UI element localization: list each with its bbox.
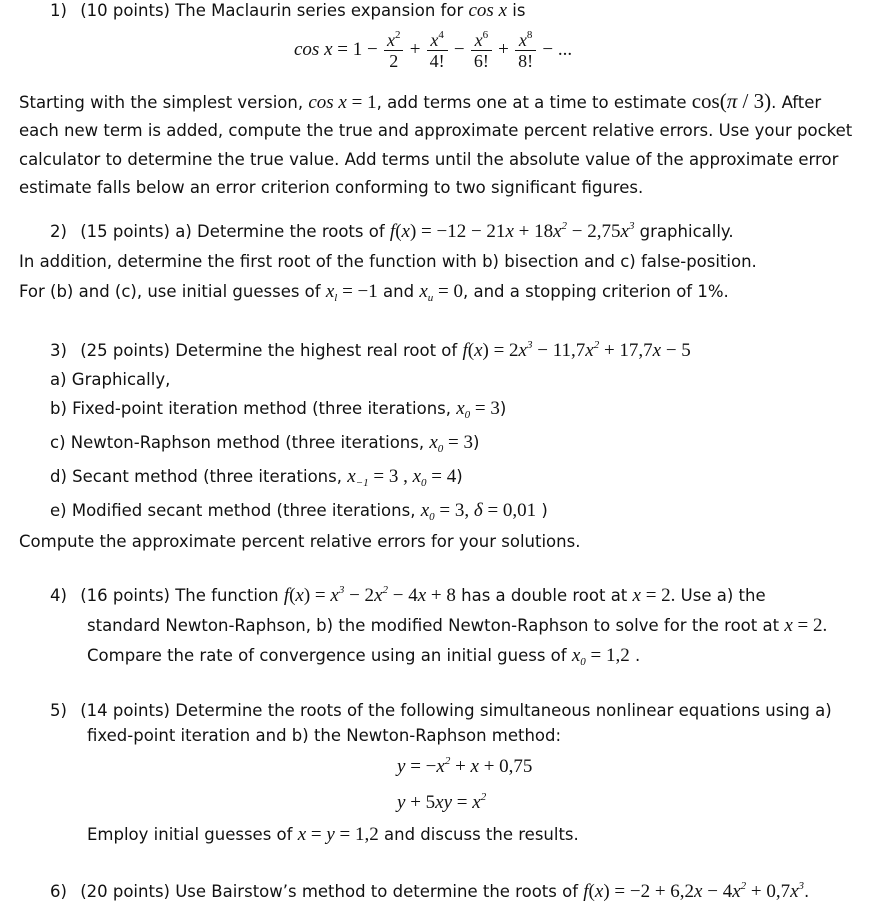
p3-item-c-text: c) Newton-Raphson method (three iterations,: [50, 433, 430, 452]
p3-function-math: $f(x) = 2x^3 - 11,7x^2 + 17,7x - 5$: [462, 339, 691, 361]
p4-text-d: standard Newton-Raphson, b) the modified Newton-Raphson to solve for the root at: [87, 616, 785, 635]
p4-text-e: Compare the rate of convergence using an initial guess of: [87, 646, 572, 665]
problem-2-line-1: [50, 221, 734, 243]
p3-item-e-math: $x_0 = 3$, δ = 0,01: [420, 500, 537, 523]
p3-item-b: [50, 398, 506, 420]
p4-function-math: $f(x) = x^3 - 2x^2 - 4x + 8$: [283, 584, 456, 606]
cos-x-math: cos x: [468, 0, 508, 21]
p3-item-c-end: ): [473, 433, 480, 452]
p5-text-a: (14 points) Determine the roots of the following simultaneous nonlinear equations using a): [80, 701, 832, 720]
term-x4: $\frac{x^4}{4!}$: [427, 30, 448, 71]
p1-text-a: Starting with the simplest version,: [19, 93, 309, 112]
p2-text-c: For (b) and (c), use initial guesses of: [19, 282, 326, 301]
p2-text-a: (15 points) a) Determine the roots of: [80, 222, 390, 241]
problem-1-line-2: each new term is added, compute the true and approximate percent relative errors. Use your pocket: [19, 121, 853, 140]
p1-math-cos1: cos x = 1: [308, 92, 377, 113]
p5-equation-1: [397, 756, 532, 778]
problem-1-intro-end: is: [507, 1, 526, 20]
maclaurin-formula: [294, 28, 572, 72]
problem-4-line-2: [87, 615, 827, 637]
sign-minus-1: −: [453, 39, 465, 60]
problem-4-number: 4): [50, 586, 67, 605]
problem-1-line-1: [19, 90, 821, 114]
problem-5-number: 5): [50, 701, 67, 720]
p4-x0-math: $x_0 = 1,2$: [571, 645, 630, 668]
p3-item-b-text: b) Fixed-point iteration method (three iterations,: [50, 399, 457, 418]
p5-eq1-math: $y = -x^2 + x + 0,75$: [397, 755, 533, 777]
p3-item-e-end: ): [536, 501, 548, 520]
term-x8: $\frac{x^8}{8!}$: [515, 30, 536, 71]
problem-1-line-4: estimate falls below an error criterion conforming to two significant figures.: [19, 178, 644, 197]
p2-text-d: and: [377, 282, 420, 301]
problem-1-line-3: calculator to determine the true value. Add terms until the absolute value of the approximate error: [19, 150, 839, 169]
problem-4-line-1: [50, 585, 766, 607]
p6-function-math: $f(x) = -2 + 6,2x - 4x^2 + 0,7x^3$: [583, 880, 805, 902]
p4-text-f: .: [629, 646, 641, 665]
p3-item-d-end: ): [456, 467, 463, 486]
p3-item-a: a) Graphically,: [50, 370, 171, 389]
problem-1-heading: [50, 0, 525, 22]
sign-plus-1: +: [409, 39, 421, 60]
problem-2-line-3: [19, 281, 729, 303]
problem-1-intro: (10 points) The Maclaurin series expansion for: [80, 1, 469, 20]
p3-item-b-math: $x_0 = 3$: [456, 398, 500, 421]
p3-item-d-text: d) Secant method (three iterations,: [50, 467, 348, 486]
p4-text-b: has a double root at: [455, 586, 633, 605]
p3-item-e: [50, 500, 548, 522]
p3-item-b-end: ): [499, 399, 507, 418]
p4-x2-math: x = 2.: [632, 585, 676, 606]
p2-xl-math: $x_l = -1$: [325, 281, 378, 304]
problem-5-line-2: fixed-point iteration and b) the Newton-Raphson method:: [87, 726, 562, 745]
problem-5-line-3: [87, 824, 579, 846]
p5-text-c: and discuss the results.: [378, 825, 579, 844]
p5-guess-math: x = y = 1,2: [297, 824, 379, 845]
formula-lhs: cos x = 1 −: [294, 39, 378, 60]
p3-item-d: [50, 466, 463, 488]
p5-text-b: Employ initial guesses of: [87, 825, 298, 844]
p3-item-c-math: $x_0 = 3$: [429, 432, 474, 455]
p3-text-a: (25 points) Determine the highest real root of: [80, 341, 463, 360]
p4-x2-math-2: x = 2.: [784, 615, 828, 636]
p5-equation-2: [397, 792, 486, 814]
p2-xu-math: $x_u = 0$: [419, 281, 463, 304]
problem-1-number: 1): [50, 1, 67, 20]
p3-item-e-text: e) Modified secant method (three iterations,: [50, 501, 421, 520]
problem-2-number: 2): [50, 222, 67, 241]
p2-text-e: , and a stopping criterion of 1%.: [462, 282, 729, 301]
problem-2-line-2: In addition, determine the first root of the function with b) bisection and c) false-position.: [19, 252, 757, 271]
p5-eq2-math: $y + 5xy = x^2$: [397, 791, 487, 813]
sign-ellipsis: − ...: [542, 39, 573, 60]
p1-math-cos-pi3: cos(π / 3): [691, 89, 772, 113]
p3-item-d-math: $x_{-1} = 3$ , $x_0 = 4$: [347, 466, 457, 489]
term-x2: $\frac{x^2}{2}$: [384, 30, 404, 71]
p4-text-a: (16 points) The function: [80, 586, 284, 605]
problem-3-closing: Compute the approximate percent relative errors for your solutions.: [19, 532, 581, 551]
p2-function-math: $f(x) = -12 - 21x + 18x^2 - 2,75x^3$: [389, 220, 635, 242]
p6-text-a: (20 points) Use Bairstow’s method to determine the roots of: [80, 882, 584, 901]
problem-5-line-1: [50, 700, 832, 722]
p1-text-b: , add terms one at a time to estimate: [376, 93, 692, 112]
p6-text-b: .: [804, 882, 810, 901]
p3-item-c: [50, 432, 479, 454]
sign-plus-2: +: [498, 39, 509, 60]
term-x6: $\frac{x^6}{6!}$: [471, 30, 492, 71]
problem-4-line-3: [87, 645, 640, 667]
p1-text-c: . After: [771, 93, 822, 112]
p4-text-c: Use a) the: [675, 586, 766, 605]
problem-3-line-1: [50, 340, 691, 362]
p2-text-b: graphically.: [634, 222, 734, 241]
problem-6-number: 6): [50, 882, 67, 901]
problem-3-number: 3): [50, 341, 67, 360]
problem-6-line-1: [50, 881, 809, 903]
